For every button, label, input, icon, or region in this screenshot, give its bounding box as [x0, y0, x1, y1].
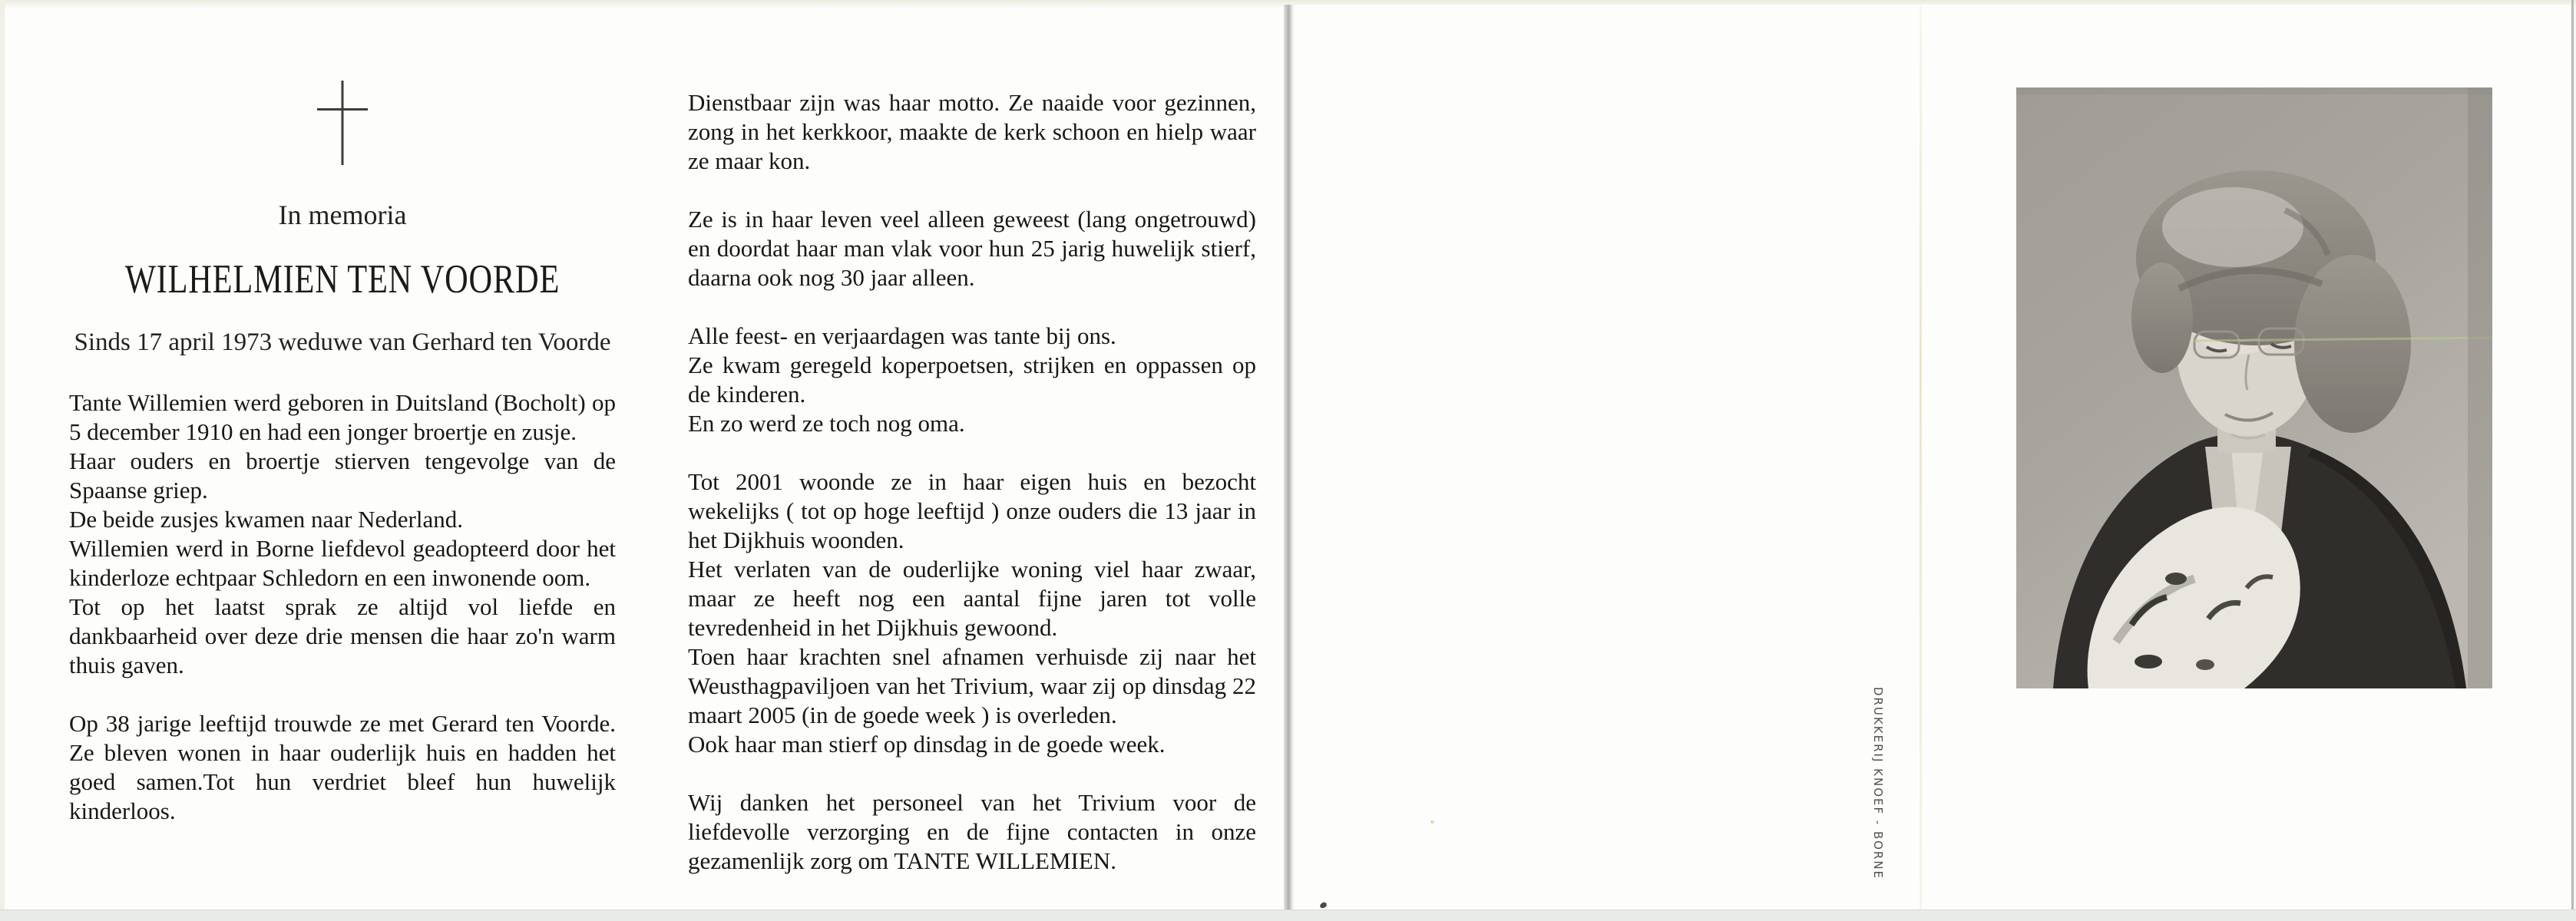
- text-block: [688, 88, 1256, 176]
- photo-edge-shade: [2468, 87, 2492, 688]
- scarf-pattern-mark: [2196, 659, 2214, 670]
- text-block: [688, 788, 1256, 876]
- hair-highlight: [2162, 187, 2303, 267]
- scan-top-edge: [0, 0, 2576, 5]
- paragraph: En zo werd ze toch nog oma.: [688, 410, 965, 437]
- paragraph: Ook haar man stierf op dinsdag in de goede week.: [688, 731, 1166, 758]
- paragraph: Alle feest- en verjaardagen was tante bij ons.: [688, 322, 1116, 349]
- scan-left-edge: [0, 0, 5, 921]
- text-column-left: [69, 7, 616, 826]
- paragraph: Het verlaten van de ouderlijke woning viel haar zwaar, maar ze heeft nog een aantal fijne jaren tot volle tevredenheid in het Dijkhuis gewoond.: [688, 556, 1256, 641]
- scan-bottom-shadow: [0, 909, 2576, 921]
- cross-vertical-bar: [342, 81, 344, 165]
- text-block: [69, 388, 616, 680]
- in-memoria-label: In memoria: [278, 200, 407, 230]
- widow-subtitle: Sinds 17 april 1973 weduwe van Gerhard ten Voorde: [74, 328, 611, 356]
- paragraph: De beide zusjes kwamen naar Nederland.: [69, 506, 463, 533]
- paragraph: Willemien werd in Borne liefdevol geadopteerd door het kinderloze echtpaar Schledorn en een inwonende oom.: [69, 535, 616, 591]
- dust-speck: [1430, 820, 1434, 824]
- scarf-pattern-mark: [2165, 573, 2187, 585]
- paragraph: Haar ouders en broertje stierven tengevolge van de Spaanse griep.: [69, 447, 616, 503]
- text-block: [69, 709, 616, 826]
- photo-edge-shade: [2016, 87, 2492, 94]
- card-fold-shadow: [1284, 5, 1295, 912]
- paragraph: Wij danken het personeel van het Trivium voor de liefdevolle verzorging en de fijne contacten in onze gezamenlijk zorg om TANTE WILLEMIEN.: [688, 789, 1256, 874]
- column-1-text: [69, 388, 616, 826]
- paragraph: Toen haar krachten snel afnamen verhuisde zij naar het Weusthagpaviljoen van het Trivium, waar zij op dinsdag 22 maart 2005 (in de goede week ) is overleden.: [688, 643, 1256, 728]
- column-2-text: [688, 88, 1256, 876]
- text-block: [688, 322, 1256, 438]
- paragraph: Tot op het laatst sprak ze altijd vol liefde en dankbaarheid over deze drie mensen die haar zo'n warm thuis gaven.: [69, 593, 616, 678]
- paragraph: Op 38 jarige leeftijd trouwde ze met Gerard ten Voorde. Ze bleven wonen in haar ouderlijk huis en hadden het goed samen.Tot hun verdriet bleef hun huwelijk kinderloos.: [69, 710, 616, 824]
- hair-side: [2131, 262, 2193, 373]
- cross-horizontal-bar: [317, 108, 368, 111]
- paragraph: Ze kwam geregeld koperpoetsen, strijken en oppassen op de kinderen.: [688, 352, 1256, 408]
- card-crease-line: [1920, 6, 1922, 910]
- cross-icon: [300, 81, 385, 165]
- printer-credit: DRUKKERIJ KNOEF - BORNE: [1871, 687, 1885, 880]
- memorial-card-inside-panel: [5, 7, 1287, 909]
- deceased-name: WILHELMIEN TEN VOORDE: [124, 257, 561, 302]
- memorial-header: [69, 81, 616, 358]
- scarf-pattern-mark: [2135, 655, 2162, 668]
- text-block: [688, 205, 1256, 292]
- scan-right-edge: [2571, 0, 2574, 921]
- paragraph: Dienstbaar zijn was haar motto. Ze naaide voor gezinnen, zong in het kerkkoor, maakte de kerk schoon en hielp waar ze maar kon.: [688, 89, 1256, 174]
- text-block: [688, 467, 1256, 759]
- paragraph: Tante Willemien werd geboren in Duitsland (Bocholt) op 5 december 1910 en had een jonger broertje en zusje.: [69, 389, 616, 445]
- paragraph: Tot 2001 woonde ze in haar eigen huis en bezocht wekelijks ( tot op hoge leeftijd ) onze ouders die 13 jaar in het Dijkhuis woonden.: [688, 468, 1256, 553]
- portrait-photo: [2016, 87, 2492, 688]
- paragraph: Ze is in haar leven veel alleen geweest (lang ongetrouwd) en doordat haar man vlak voor hun 25 jarig huwelijk stierf, daarna ook nog 30 jaar alleen.: [688, 206, 1256, 291]
